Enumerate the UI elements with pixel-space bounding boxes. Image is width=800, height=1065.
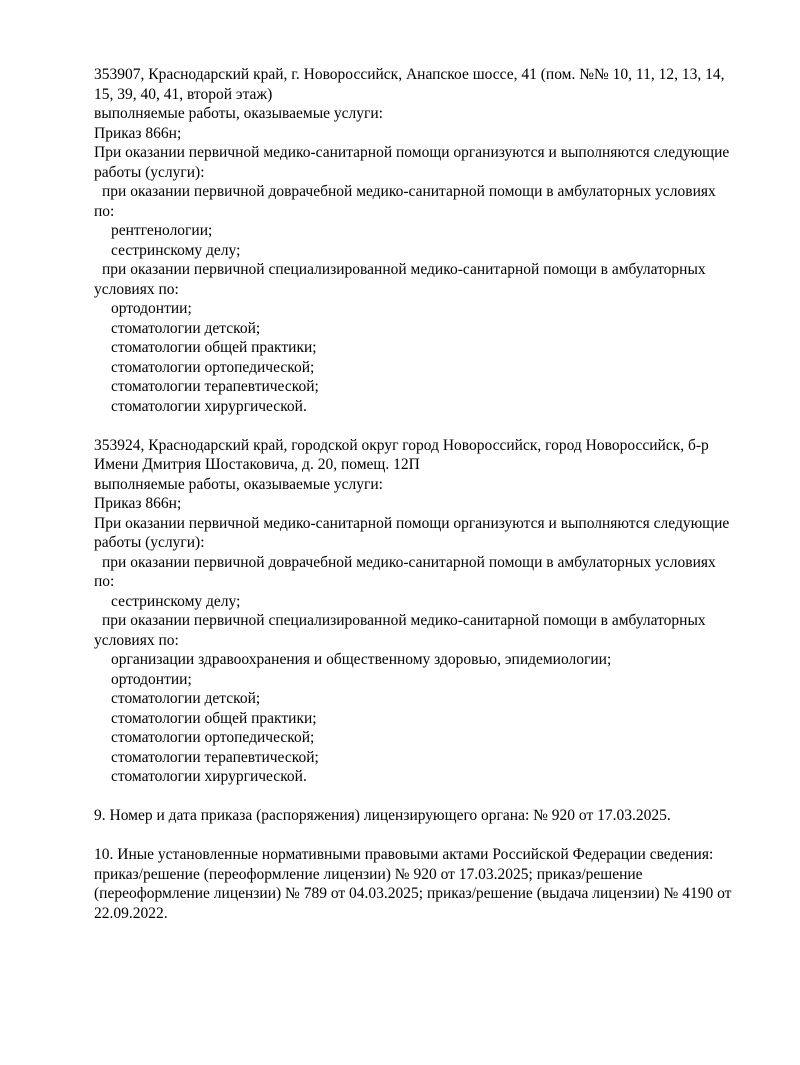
- text-line: 353924, Краснодарский край, городской округ город Новороссийск, город Новороссийск, б-р: [94, 436, 709, 454]
- text-line: по:: [94, 573, 115, 590]
- text-line: 9. Номер и дата приказа (распоряжения) лицензирующего органа: № 920 от 17.03.2025.: [94, 807, 671, 824]
- text-line: (переоформление лицензии) № 789 от 04.03.2025; приказ/решение (выдача лицензии) № 4190 от: [94, 885, 732, 902]
- text-line: приказ/решение (переоформление лицензии) № 920 от 17.03.2025; приказ/решение: [94, 865, 643, 883]
- text-line: организации здравоохранения и общественному здоровью, эпидемиологии;: [111, 651, 612, 668]
- text-line: работы (услуги):: [94, 534, 205, 551]
- text-line: стоматологии общей практики;: [111, 339, 317, 356]
- text-line: 10. Иные установленные нормативными правовыми актами Российской Федерации сведения:: [94, 846, 714, 863]
- text-line: стоматологии хирургической.: [111, 397, 307, 415]
- text-line: стоматологии ортопедической;: [111, 358, 315, 376]
- text-line: Приказ 866н;: [94, 495, 182, 512]
- text-line: стоматологии терапевтической;: [111, 748, 319, 766]
- text-line: по:: [94, 202, 115, 220]
- text-line: при оказании первичной доврачебной медико-санитарной помощи в амбулаторных условиях: [102, 553, 716, 571]
- text-line: стоматологии общей практики;: [111, 709, 317, 727]
- text-line: стоматологии ортопедической;: [111, 729, 315, 746]
- text-line: стоматологии детской;: [111, 319, 261, 337]
- text-line: условиях по:: [94, 280, 179, 298]
- text-line: стоматологии детской;: [111, 690, 261, 707]
- text-line: при оказании первичной доврачебной медико-санитарной помощи в амбулаторных условиях: [102, 183, 716, 200]
- text-line: при оказании первичной специализированной медико-санитарной помощи в амбулаторных: [102, 612, 706, 629]
- blank-line: [94, 826, 760, 846]
- text-line: При оказании первичной медико-санитарной помощи организуются и выполняются следующие: [94, 514, 730, 532]
- text-line: стоматологии терапевтической;: [111, 378, 319, 395]
- text-line: ортодонтии;: [111, 300, 192, 317]
- text-line: Приказ 866н;: [94, 124, 182, 142]
- text-line: Имени Дмитрия Шостаковича, д. 20, помещ. 12П: [94, 456, 420, 473]
- text-line: сестринскому делу;: [111, 592, 241, 610]
- blank-line: [94, 416, 760, 436]
- text-line: При оказании первичной медико-санитарной помощи организуются и выполняются следующие: [94, 144, 730, 161]
- blank-line: [94, 787, 760, 807]
- text-line: 353907, Краснодарский край, г. Новороссийск, Анапское шоссе, 41 (пом. №№ 10, 11, 12, 13, 14,: [94, 66, 725, 83]
- text-line: рентгенологии;: [111, 222, 213, 239]
- text-line: условиях по:: [94, 631, 179, 649]
- text-line: 22.09.2022.: [94, 904, 168, 922]
- text-line: ортодонтии;: [111, 670, 192, 688]
- text-line: сестринскому делу;: [111, 241, 241, 259]
- text-line: при оказании первичной специализированной медико-санитарной помощи в амбулаторных: [102, 261, 706, 278]
- text-line: выполняемые работы, оказываемые услуги:: [94, 105, 383, 122]
- text-line: 15, 39, 40, 41, второй этаж): [94, 85, 273, 103]
- text-line: работы (услуги):: [94, 163, 205, 181]
- text-line: выполняемые работы, оказываемые услуги:: [94, 475, 383, 493]
- text-line: стоматологии хирургической.: [111, 768, 307, 785]
